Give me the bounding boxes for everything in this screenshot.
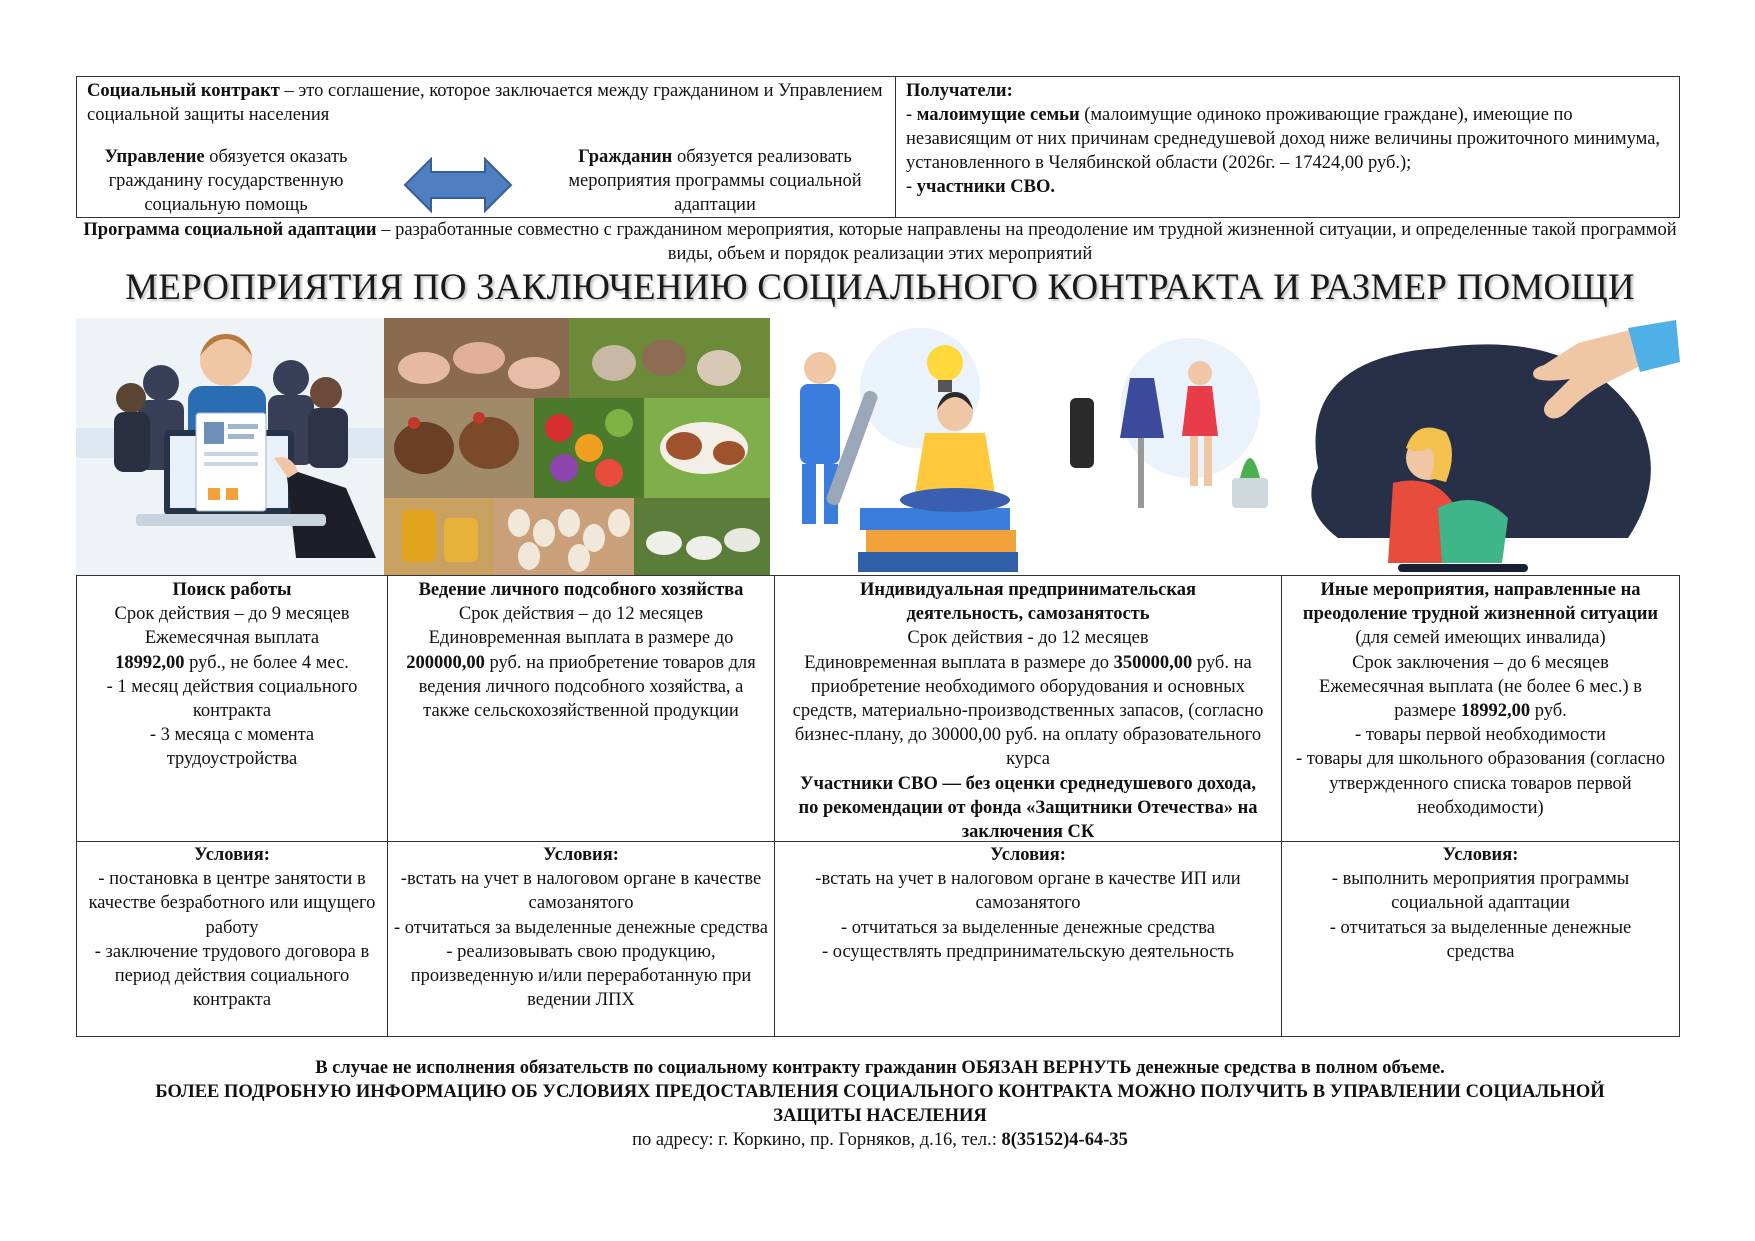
job-search-term: Срок действия – до 9 месяцев — [114, 604, 350, 625]
job-search-payment-text: руб., не более 4 мес. — [184, 652, 349, 673]
entrepreneurship-illustration — [770, 318, 1278, 576]
citizen-text: обязуется реализовать мероприятия программы социальной адаптации — [568, 147, 862, 215]
other-measures-conditions-text: - выполнить мероприятия программы социальной адаптации - отчитаться за выделенные денежные средства — [1329, 869, 1632, 962]
job-search-conditions-text: - постановка в центре занятости в качестве безработного или ищущего работу - заключение трудового договора в период действия социального контракта — [88, 869, 376, 1011]
recipient-svo-term: участники СВО. — [916, 177, 1056, 197]
phone-number: 8(35152)4-64-35 — [1001, 1130, 1128, 1150]
administration-term: Управление — [104, 147, 205, 167]
definition-term: Социальный контракт — [87, 81, 280, 101]
job-search-note-1: - 1 месяц действия социального контракта — [106, 676, 358, 722]
job-search-payment — [83, 651, 381, 675]
other-measures-note-2: - товары для школьного образования (согласно утвержденного списка товаров первой необходимости) — [1295, 749, 1666, 818]
business-amount: 350000,00 — [1113, 652, 1193, 673]
contact-line — [80, 1128, 1680, 1152]
farming-cell — [388, 578, 774, 723]
job-search-cell — [77, 578, 387, 772]
job-search-amount: 18992,00 — [115, 652, 185, 673]
recipients-heading: Получатели: — [906, 81, 1013, 101]
farming-payment-label: Единовременная выплата в размере до — [428, 628, 734, 649]
more-info-notice: БОЛЕЕ ПОДРОБНУЮ ИНФОРМАЦИЮ ОБ УСЛОВИЯХ ПРЕДОСТАВЛЕНИЯ СОЦИАЛЬНОГО КОНТРАКТА МОЖНО ПОЛУЧИТЬ В УПРАВЛЕНИИ СОЦИАЛЬНОЙ ЗАЩИТЫ НАСЕЛЕНИЯ — [155, 1082, 1605, 1126]
business-conditions — [775, 843, 1281, 964]
citizen-term: Гражданин — [578, 147, 673, 167]
other-measures-title-note: (для семей имеющих инвалида) — [1355, 628, 1606, 649]
other-measures-payment-label: Ежемесячная выплата (не более 6 мес.) в размере — [1318, 676, 1643, 722]
business-payment — [781, 651, 1275, 772]
contract-info-table — [76, 76, 1680, 218]
page-title: МЕРОПРИЯТИЯ ПО ЗАКЛЮЧЕНИЮ СОЦИАЛЬНОГО КОНТРАКТА И РАЗМЕР ПОМОЩИ — [125, 267, 1635, 308]
recipient-low-income-term: малоимущие семьи — [916, 105, 1080, 125]
contract-definition-cell — [77, 77, 896, 217]
other-measures-heading — [1288, 578, 1673, 651]
job-search-note-2: - 3 месяца с момента трудоустройства — [149, 725, 315, 770]
other-measures-payment-text: руб. — [1530, 701, 1567, 722]
business-payment-text: руб. на приобретение необходимого оборудования и основных средств, материально-производственных запасов, (согласно бизнес-плану, до 30000,00 руб. на оплату образовательного курса — [792, 652, 1264, 770]
citizen-obligation — [539, 145, 891, 217]
business-payment-label: Единовременная выплата в размере до — [804, 652, 1114, 673]
measures-table — [76, 575, 1680, 1037]
return-warning: В случае не исполнения обязательств по социальному контракту гражданин ОБЯЗАН ВЕРНУТЬ денежные средства в полном объеме. — [315, 1058, 1445, 1078]
other-measures-amount: 18992,00 — [1460, 701, 1531, 722]
business-conditions-text: -встать на учет в налоговом органе в качестве ИП или самозанятого - отчитаться за выделенные денежные средства - осуществлять предпринимательскую деятельность — [815, 869, 1241, 962]
footer — [80, 1056, 1680, 1152]
contract-definition — [87, 79, 887, 127]
address-text: по адресу: г. Коркино, пр. Горняков, д.16, тел.: — [632, 1130, 1002, 1150]
other-measures-cell — [1282, 578, 1679, 820]
farming-term: Срок действия – до 12 месяцев — [458, 604, 704, 625]
other-measures-note-1: - товары первой необходимости — [1355, 725, 1606, 746]
job-search-title: Поиск работы — [172, 580, 292, 600]
farming-amount: 200000,00 — [406, 652, 485, 673]
recipient-dash: - — [906, 105, 917, 125]
other-measures-payment — [1288, 675, 1673, 723]
business-cell — [775, 578, 1281, 844]
program-text: – разработанные совместно с гражданином мероприятия, которые направлены на преодоление им трудной жизненной ситуации, и определенные такой программой виды, объем и порядок реализации этих мероприятий — [376, 220, 1677, 264]
conditions-title: Условия: — [543, 845, 619, 865]
conditions-title: Условия: — [1442, 845, 1519, 865]
double-arrow-icon — [403, 157, 513, 213]
job-search-conditions — [77, 843, 387, 1012]
farming-title: Ведение личного подсобного хозяйства — [418, 580, 744, 600]
recipient-dash: - — [906, 177, 917, 197]
other-measures-term: Срок заключения – до 6 месяцев — [1352, 652, 1609, 673]
definition-text: – это соглашение, которое заключается между гражданином и Управлением социальной защиты населения — [87, 81, 883, 125]
business-title: Индивидуальная предпринимательская деятельность, самозанятость — [860, 580, 1196, 625]
administration-text: обязуется оказать гражданину государственную социальную помощь — [108, 147, 348, 215]
farm-collage-illustration — [384, 318, 770, 576]
business-term: Срок действия - до 12 месяцев — [907, 628, 1149, 649]
farming-conditions-text: -встать на учет в налоговом органе в качестве самозанятого - отчитаться за выделенные денежные средства - реализовывать свою продукцию, произведенную и/или переработанную при ведении ЛПХ — [394, 869, 768, 1011]
farming-payment — [394, 626, 768, 723]
job-search-illustration — [76, 318, 384, 576]
recipient-low-income-text: (малоимущие одиноко проживающие граждане), имеющие по независящим от них причинам среднедушевой доход ниже величины прожиточного минимума, установленного в Челябинской области (2026г. – 17424,00 руб.); — [906, 105, 1661, 173]
job-search-payment-label: Ежемесячная выплата — [144, 628, 320, 649]
farming-payment-text: руб. на приобретение товаров для ведения личного подсобного хозяйства, а также сельскохозяйственной продукции — [418, 652, 756, 722]
conditions-title: Условия: — [194, 845, 270, 865]
business-svo-note: Участники СВО — без оценки среднедушевого дохода, по рекомендации от фонда «Защитники Отечества» на заключения СК — [798, 773, 1258, 843]
hard-situation-help-illustration — [1278, 318, 1680, 576]
program-definition — [80, 218, 1680, 266]
recipient-low-income — [906, 103, 1669, 175]
recipient-svo — [906, 175, 1669, 199]
administration-obligation — [81, 145, 371, 217]
recipients-cell — [896, 77, 1679, 221]
program-term: Программа социальной адаптации — [83, 220, 377, 240]
farming-conditions — [388, 843, 774, 1012]
conditions-title: Условия: — [990, 845, 1066, 865]
other-measures-conditions — [1282, 843, 1679, 964]
other-measures-title: Иные мероприятия, направленные на преодоление трудной жизненной ситуации — [1302, 580, 1659, 625]
